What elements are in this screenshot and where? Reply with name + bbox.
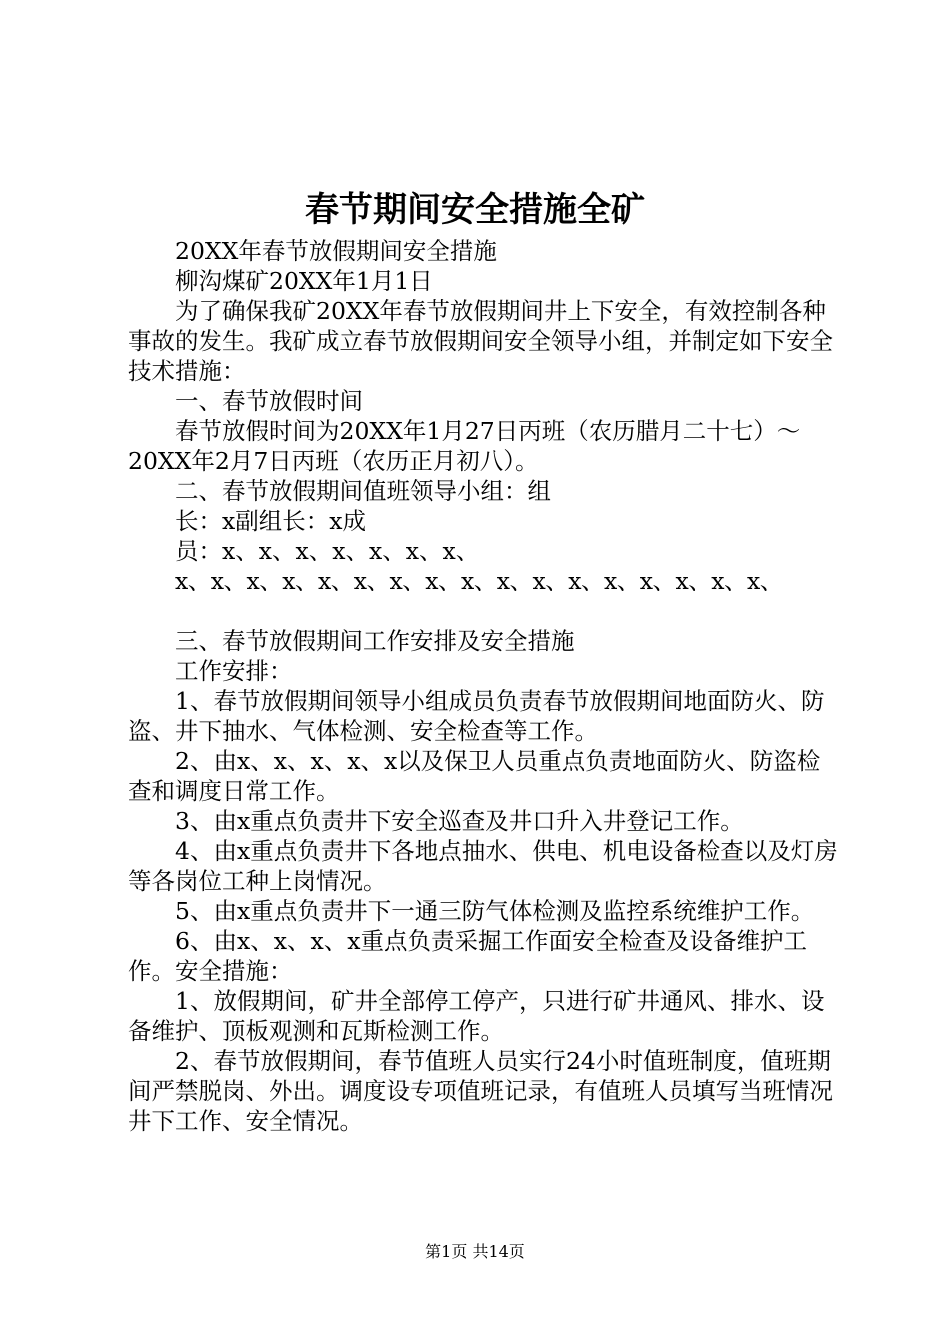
heading-section-1: 一、春节放假时间 bbox=[175, 387, 363, 415]
paragraph-members-2: x、x、x、x、x、x、x、x、x、x、x、x、x、x、x、x、x、 bbox=[175, 567, 783, 595]
paragraph-safety-item-1: 1、放假期间，矿井全部停工停产，只进行矿井通风、排水、设备维护、顶板观测和瓦斯检测工作。 bbox=[128, 987, 825, 1045]
document-title: 春节期间安全措施全矿 bbox=[305, 190, 645, 230]
paragraph-work-item-2: 2、由x、x、x、x、x以及保卫人员重点负责地面防火、防盗检查和调度日常工作。 bbox=[128, 747, 821, 805]
paragraph-safety-item-2: 2、春节放假期间，春节值班人员实行24小时值班制度，值班期间严禁脱岗、外出。调度设专项值班记录，有值班人员填写当班情况井下工作、安全情况。 bbox=[128, 1047, 833, 1135]
paragraph-work-item-3: 3、由x重点负责井下安全巡查及井口升入井登记工作。 bbox=[175, 807, 744, 835]
document-body bbox=[128, 236, 840, 1136]
paragraph-work-item-6: 6、由x、x、x、x重点负责采掘工作面安全检查及设备维护工作。安全措施： bbox=[128, 927, 807, 985]
paragraph-date-line: 柳沟煤矿20XX年1月1日 bbox=[175, 267, 433, 295]
paragraph-subtitle: 20XX年春节放假期间安全措施 bbox=[175, 237, 497, 265]
paragraph-leaders: 长：x副组长：x成 bbox=[175, 507, 367, 535]
paragraph-work-arrangement-label: 工作安排： bbox=[175, 657, 293, 685]
paragraph-intro: 为了确保我矿20XX年春节放假期间井上下安全，有效控制各种事故的发生。我矿成立春节放假期间安全领导小组，并制定如下安全技术措施： bbox=[128, 297, 833, 385]
heading-section-2: 二、春节放假期间值班领导小组：组 bbox=[175, 477, 551, 505]
paragraph-work-item-1: 1、春节放假期间领导小组成员负责春节放假期间地面防火、防盗、井下抽水、气体检测、安全检查等工作。 bbox=[128, 687, 825, 745]
paragraph-work-item-5: 5、由x重点负责井下一通三防气体检测及监控系统维护工作。 bbox=[175, 897, 815, 925]
heading-section-3: 三、春节放假期间工作安排及安全措施 bbox=[175, 627, 575, 655]
paragraph-work-item-4: 4、由x重点负责井下各地点抽水、供电、机电设备检查以及灯房等各岗位工种上岗情况。 bbox=[128, 837, 838, 895]
blank-line bbox=[128, 596, 840, 626]
paragraph-holiday-period: 春节放假时间为20XX年1月27日丙班（农历腊月二十七）～20XX年2月7日丙班（农历正月初八）。 bbox=[128, 417, 801, 475]
page-number-footer: 第1页 共14页 bbox=[425, 1242, 525, 1261]
paragraph-members-1: 员：x、x、x、x、x、x、x、 bbox=[175, 537, 480, 565]
